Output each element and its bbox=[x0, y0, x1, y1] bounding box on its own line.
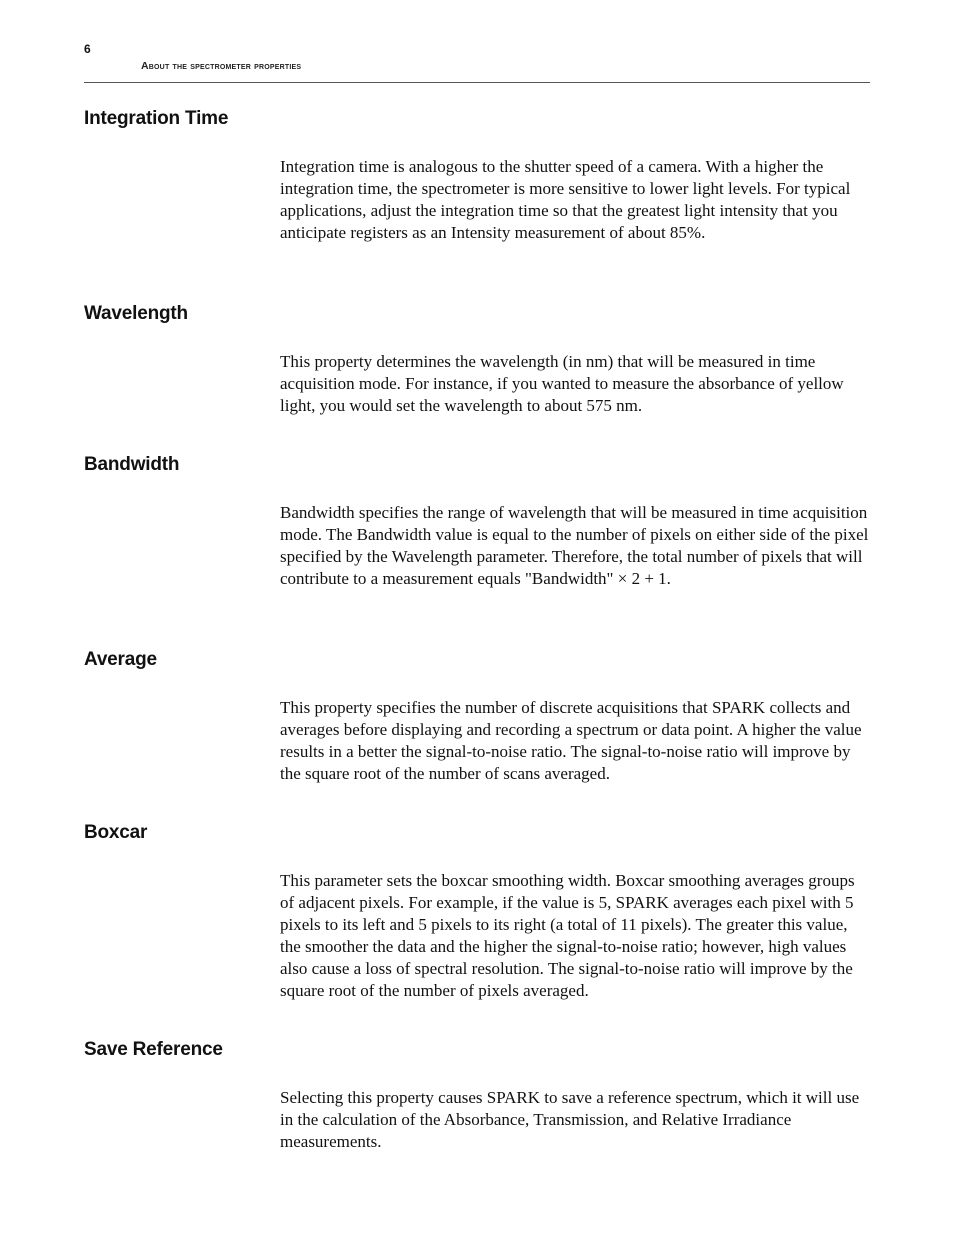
section-heading: Wavelength bbox=[84, 303, 188, 324]
section-body: Integration time is analogous to the shutter speed of a camera. With a higher the integration time, the spectrometer is more sensitive to lower light levels. For typical applications, adjust the integration time so that the greatest light intensity that you anticipate registers as an Intensity measurement of about 85%. bbox=[280, 157, 851, 242]
section-body: This property specifies the number of discrete acquisitions that SPARK collects and averages before displaying and recording a spectrum or data point. A higher the value results in a better the signal-to-noise ratio. The signal-to-noise ratio will improve by the square root of the number of scans averaged. bbox=[280, 698, 862, 783]
section-save-reference bbox=[84, 1038, 870, 1153]
header-divider bbox=[84, 82, 870, 83]
section-average bbox=[84, 648, 870, 785]
section-heading: Integration Time bbox=[84, 108, 229, 129]
section-body: This parameter sets the boxcar smoothing width. Boxcar smoothing averages groups of adjacent pixels. For example, if the value is 5, SPARK averages each pixel with 5 pixels to its left and 5 pixels to its right (a total of 11 pixels). The greater this value, the smoother the data and the higher the signal-to-noise ratio; however, high values also cause a loss of spectral resolution. The signal-to-noise ratio will improve by the square root of the number of pixels averaged. bbox=[280, 871, 855, 1000]
section-heading: Boxcar bbox=[84, 822, 148, 843]
running-header: About the spectrometer properties bbox=[141, 60, 302, 72]
section-boxcar bbox=[84, 821, 870, 1002]
page-number: 6 bbox=[84, 42, 91, 56]
section-integration-time bbox=[84, 107, 870, 244]
section-body: Selecting this property causes SPARK to save a reference spectrum, which it will use in the calculation of the Absorbance, Transmission, and Relative Irradiance measurements. bbox=[280, 1088, 860, 1151]
section-bandwidth bbox=[84, 453, 870, 590]
section-heading: Average bbox=[84, 649, 157, 670]
section-body: Bandwidth specifies the range of wavelength that will be measured in time acquisition mode. The Bandwidth value is equal to the number of pixels on either side of the pixel specified by the Wavelength parameter. Therefore, the total number of pixels that will contribute to a measurement equals "Bandwidth" × 2 + 1. bbox=[280, 503, 869, 588]
section-heading: Save Reference bbox=[84, 1039, 223, 1060]
section-body: This property determines the wavelength (in nm) that will be measured in time acquisition mode. For instance, if you wanted to measure the absorbance of yellow light, you would set the wavelength to about 575 nm. bbox=[280, 352, 844, 415]
section-heading: Bandwidth bbox=[84, 454, 180, 475]
section-wavelength bbox=[84, 302, 870, 417]
